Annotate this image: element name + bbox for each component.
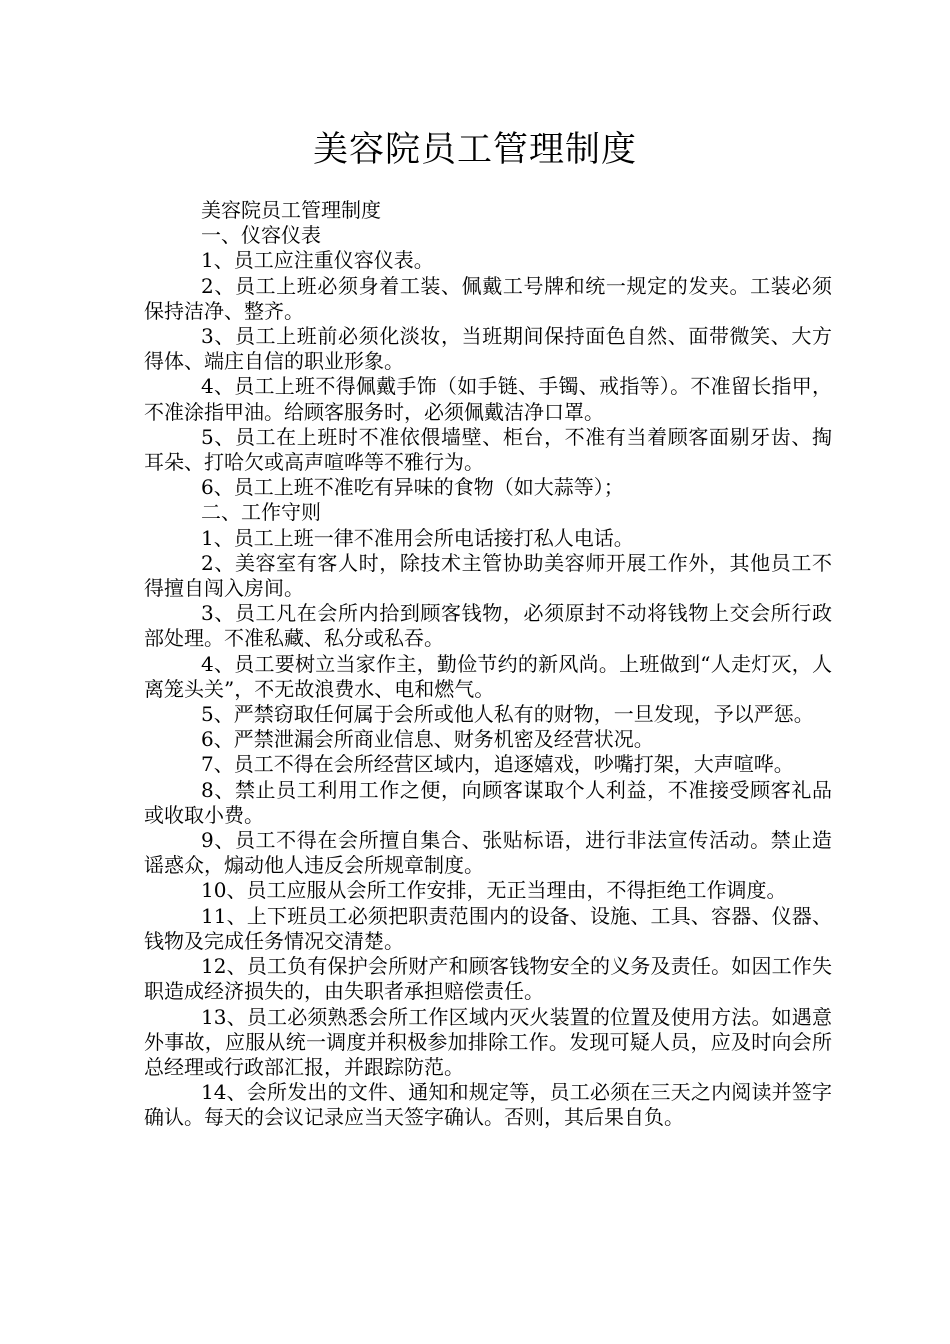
paragraph: 5、员工在上班时不准依偎墙壁、柜台，不准有当着顾客面剔牙齿、掏耳朵、打哈欠或高声喧哗等不雅行为。	[144, 424, 832, 475]
paragraph: 13、员工必须熟悉会所工作区域内灭火装置的位置及使用方法。如遇意外事故，应服从统一调度并积极参加排除工作。发现可疑人员，应及时向会所总经理或行政部汇报，并跟踪防范。	[144, 1004, 832, 1079]
paragraph: 4、员工上班不得佩戴手饰（如手链、手镯、戒指等）。不准留长指甲，不准涂指甲油。给顾客服务时，必须佩戴洁净口罩。	[144, 374, 832, 424]
paragraph: 4、员工要树立当家作主，勤俭节约的新风尚。上班做到“人走灯灭，人离笼头关”，不无故浪费水、电和燃气。	[144, 651, 832, 701]
section-heading-appearance: 一、仪容仪表	[201, 223, 321, 248]
paragraph: 3、员工上班前必须化淡妆，当班期间保持面色自然、面带微笑、大方得体、端庄自信的职业形象。	[144, 324, 832, 374]
paragraph: 8、禁止员工利用工作之便，向顾客谋取个人利益，不准接受顾客礼品或收取小费。	[144, 777, 832, 827]
paragraph: 14、会所发出的文件、通知和规定等，员工必须在三天之内阅读并签字确认。每天的会议记录应当天签字确认。否则，其后果自负。	[144, 1080, 832, 1130]
paragraph: 11、上下班员工必须把职责范围内的设备、设施、工具、容器、仪器、钱物及完成任务情况交清楚。	[144, 903, 832, 953]
paragraph: 1、员工上班一律不准用会所电话接打私人电话。	[201, 525, 634, 550]
paragraph: 6、员工上班不准吃有异味的食物（如大蒜等）；	[201, 475, 624, 500]
paragraph: 9、员工不得在会所擅自集合、张贴标语，进行非法宣传活动。禁止造谣惑众，煽动他人违反会所规章制度。	[144, 828, 832, 878]
paragraph: 12、员工负有保护会所财产和顾客钱物安全的义务及责任。如因工作失职造成经济损失的，由失职者承担赔偿责任。	[144, 954, 832, 1004]
paragraph: 2、美容室有客人时，除技术主管协助美容师开展工作外，其他员工不得擅自闯入房间。	[144, 550, 832, 601]
paragraph: 1、员工应注重仪容仪表。	[201, 248, 434, 273]
document-body	[144, 198, 832, 1131]
paragraph: 5、严禁窃取任何属于会所或他人私有的财物，一旦发现，予以严惩。	[201, 702, 814, 727]
paragraph: 7、员工不得在会所经营区域内，追逐嬉戏，吵嘴打架，大声喧哗。	[201, 752, 794, 777]
paragraph-heading: 美容院员工管理制度	[201, 198, 381, 222]
paragraph: 10、员工应服从会所工作安排，无正当理由，不得拒绝工作调度。	[201, 878, 787, 903]
paragraph: 6、严禁泄漏会所商业信息、财务机密及经营状况。	[201, 727, 654, 752]
document-title: 美容院员工管理制度	[312, 130, 637, 170]
paragraph: 2、员工上班必须身着工装、佩戴工号牌和统一规定的发夹。工装必须保持洁净、整齐。	[144, 273, 832, 323]
section-heading-work-rules: 二、工作守则	[201, 500, 321, 525]
paragraph: 3、员工凡在会所内拾到顾客钱物，必须原封不动将钱物上交会所行政部处理。不准私藏、私分或私吞。	[144, 601, 832, 651]
